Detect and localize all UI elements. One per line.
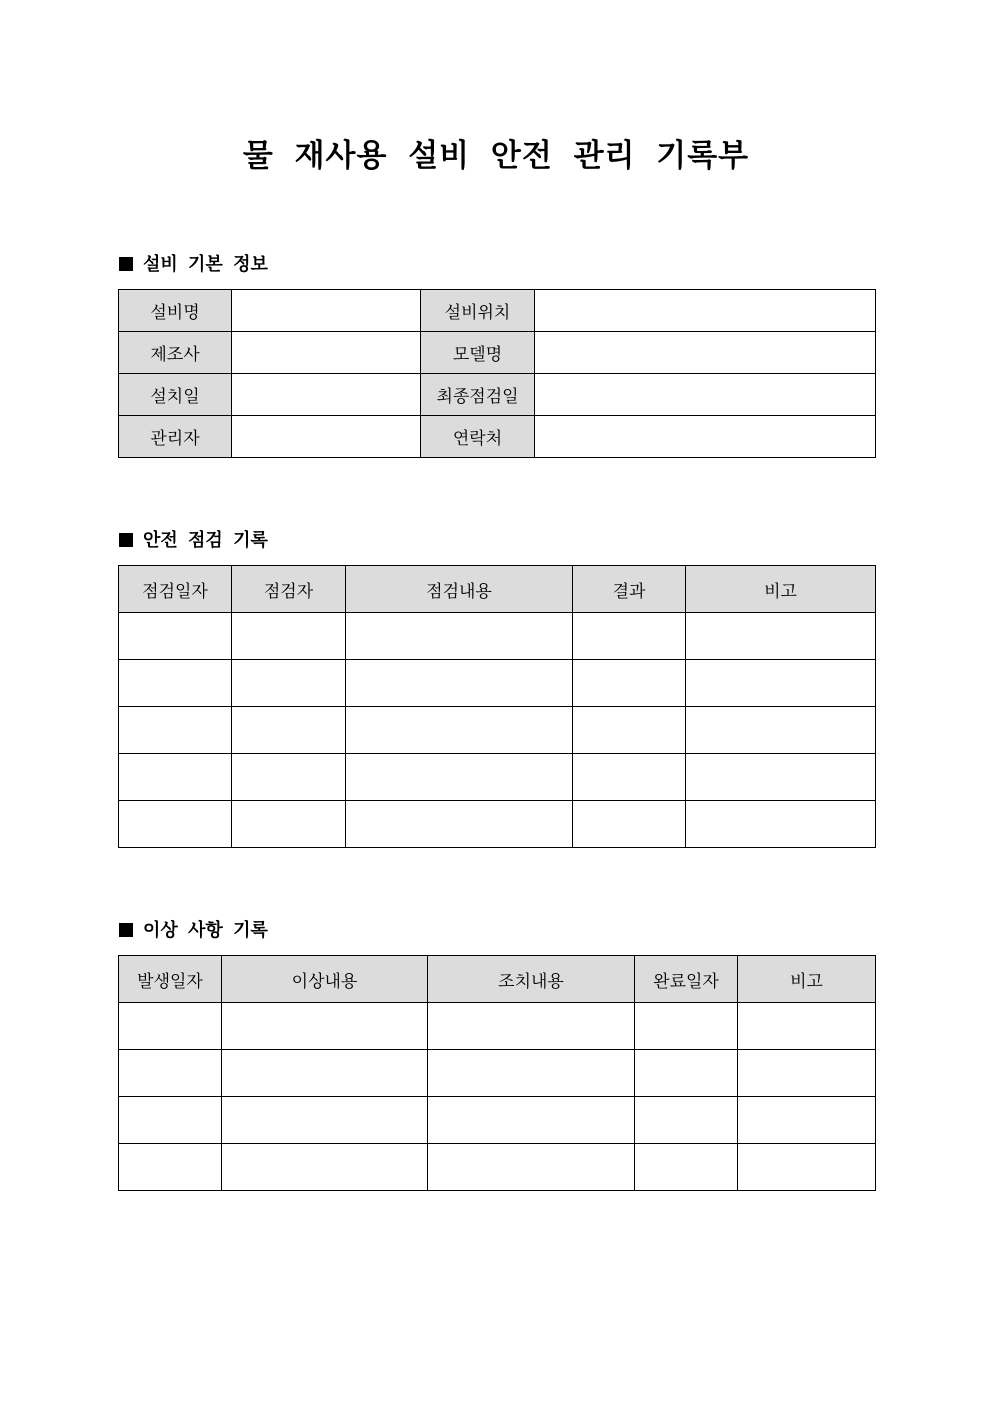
cell-remarks[interactable]	[738, 1050, 876, 1097]
table-row	[119, 1144, 876, 1191]
table-row	[119, 754, 876, 801]
cell-issue-details[interactable]	[222, 1097, 428, 1144]
cell-remarks[interactable]	[738, 1003, 876, 1050]
field-manufacturer[interactable]	[232, 332, 421, 374]
field-equipment-name[interactable]	[232, 290, 421, 332]
square-bullet-icon	[119, 257, 133, 271]
cell-issue-details[interactable]	[222, 1050, 428, 1097]
table-row	[119, 290, 876, 332]
cell-completion-date[interactable]	[635, 1050, 738, 1097]
cell-remarks[interactable]	[686, 754, 876, 801]
section-heading-text: 설비 기본 정보	[143, 254, 268, 275]
cell-completion-date[interactable]	[635, 1144, 738, 1191]
cell-action-details[interactable]	[428, 1050, 635, 1097]
cell-remarks[interactable]	[686, 613, 876, 660]
cell-inspection-details[interactable]	[346, 660, 573, 707]
table-row	[119, 416, 876, 458]
table-row	[119, 1097, 876, 1144]
cell-remarks[interactable]	[738, 1144, 876, 1191]
label-contact: 연락처	[421, 416, 535, 458]
field-manager[interactable]	[232, 416, 421, 458]
column-header-inspector: 점검자	[232, 566, 346, 613]
cell-occurrence-date[interactable]	[119, 1003, 222, 1050]
cell-inspection-date[interactable]	[119, 801, 232, 848]
column-header-completion-date: 완료일자	[635, 956, 738, 1003]
cell-remarks[interactable]	[738, 1097, 876, 1144]
table-row	[119, 660, 876, 707]
label-install-date: 설치일	[119, 374, 232, 416]
table-row	[119, 374, 876, 416]
cell-occurrence-date[interactable]	[119, 1050, 222, 1097]
field-install-date[interactable]	[232, 374, 421, 416]
column-header-issue-details: 이상내용	[222, 956, 428, 1003]
field-contact[interactable]	[535, 416, 876, 458]
equipment-info-table	[118, 289, 876, 458]
cell-inspector[interactable]	[232, 660, 346, 707]
cell-inspection-date[interactable]	[119, 613, 232, 660]
label-manufacturer: 제조사	[119, 332, 232, 374]
cell-remarks[interactable]	[686, 660, 876, 707]
label-equipment-location: 설비위치	[421, 290, 535, 332]
column-header-remarks: 비고	[738, 956, 876, 1003]
cell-action-details[interactable]	[428, 1097, 635, 1144]
cell-occurrence-date[interactable]	[119, 1144, 222, 1191]
table-row	[119, 1003, 876, 1050]
table-row	[119, 801, 876, 848]
table-row	[119, 707, 876, 754]
cell-inspector[interactable]	[232, 754, 346, 801]
cell-inspection-details[interactable]	[346, 754, 573, 801]
field-equipment-location[interactable]	[535, 290, 876, 332]
label-manager: 관리자	[119, 416, 232, 458]
column-header-inspection-details: 점검내용	[346, 566, 573, 613]
cell-issue-details[interactable]	[222, 1144, 428, 1191]
cell-inspector[interactable]	[232, 801, 346, 848]
table-header-row	[119, 956, 876, 1003]
column-header-inspection-date: 점검일자	[119, 566, 232, 613]
section-heading-inspection	[119, 530, 268, 552]
cell-inspector[interactable]	[232, 707, 346, 754]
table-row	[119, 332, 876, 374]
cell-inspection-date[interactable]	[119, 660, 232, 707]
cell-result[interactable]	[573, 754, 686, 801]
cell-action-details[interactable]	[428, 1144, 635, 1191]
cell-action-details[interactable]	[428, 1003, 635, 1050]
cell-inspector[interactable]	[232, 613, 346, 660]
section-heading-basic-info	[119, 254, 268, 276]
cell-inspection-date[interactable]	[119, 754, 232, 801]
table-header-row	[119, 566, 876, 613]
issue-record-table	[118, 955, 876, 1191]
column-header-occurrence-date: 발생일자	[119, 956, 222, 1003]
label-last-inspection-date: 최종점검일	[421, 374, 535, 416]
cell-remarks[interactable]	[686, 801, 876, 848]
table-row	[119, 1050, 876, 1097]
cell-inspection-details[interactable]	[346, 801, 573, 848]
cell-inspection-details[interactable]	[346, 613, 573, 660]
document-title: 물 재사용 설비 안전 관리 기록부	[242, 138, 750, 174]
cell-result[interactable]	[573, 801, 686, 848]
section-heading-issues	[119, 920, 268, 942]
cell-remarks[interactable]	[686, 707, 876, 754]
square-bullet-icon	[119, 533, 133, 547]
column-header-action-details: 조치내용	[428, 956, 635, 1003]
cell-occurrence-date[interactable]	[119, 1097, 222, 1144]
cell-completion-date[interactable]	[635, 1097, 738, 1144]
cell-completion-date[interactable]	[635, 1003, 738, 1050]
square-bullet-icon	[119, 923, 133, 937]
column-header-result: 결과	[573, 566, 686, 613]
table-row	[119, 613, 876, 660]
cell-result[interactable]	[573, 660, 686, 707]
label-model-name: 모델명	[421, 332, 535, 374]
field-last-inspection-date[interactable]	[535, 374, 876, 416]
section-heading-text: 안전 점검 기록	[143, 530, 268, 551]
cell-inspection-date[interactable]	[119, 707, 232, 754]
section-heading-text: 이상 사항 기록	[143, 920, 268, 941]
cell-inspection-details[interactable]	[346, 707, 573, 754]
column-header-remarks: 비고	[686, 566, 876, 613]
cell-result[interactable]	[573, 707, 686, 754]
field-model-name[interactable]	[535, 332, 876, 374]
label-equipment-name: 설비명	[119, 290, 232, 332]
cell-issue-details[interactable]	[222, 1003, 428, 1050]
inspection-record-table	[118, 565, 876, 848]
cell-result[interactable]	[573, 613, 686, 660]
